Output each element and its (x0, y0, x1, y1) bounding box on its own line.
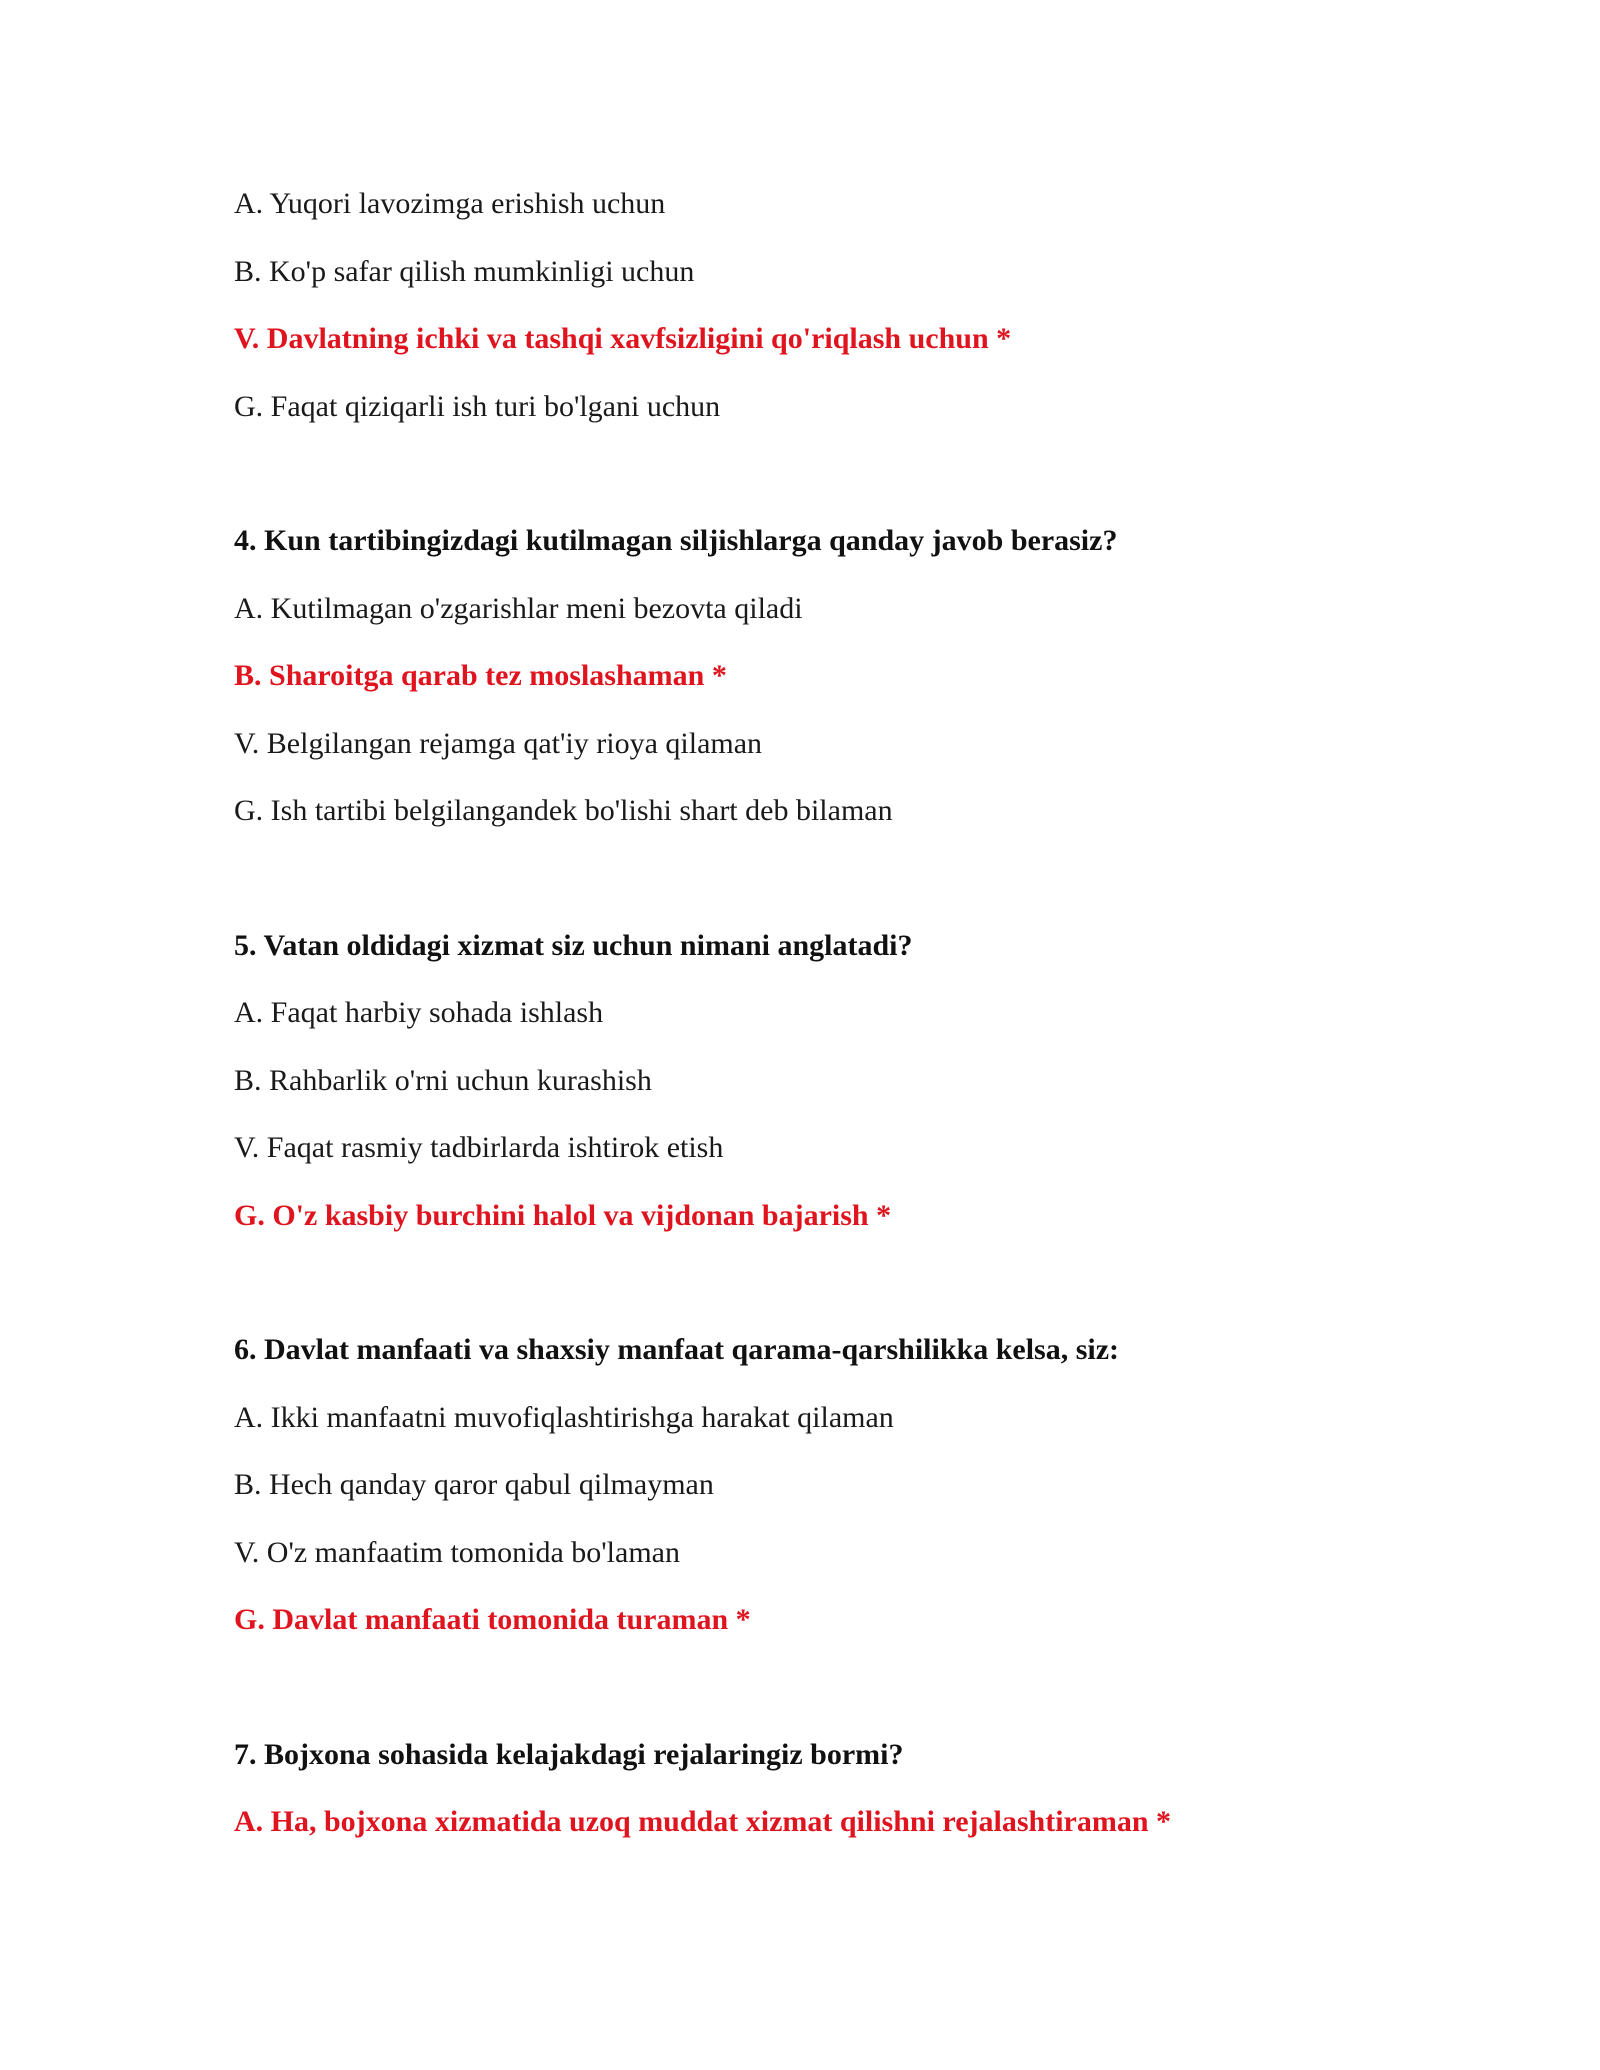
option-7a-correct: A. Ha, bojxona xizmatida uzoq muddat xizmat qilishni rejalashtiraman * (234, 1805, 1172, 1838)
spacer (234, 1265, 1434, 1332)
question-block-7 (234, 1737, 1434, 1841)
option-4b-correct: B. Sharoitga qarab tez moslashaman * (234, 659, 727, 692)
spacer (234, 1670, 1434, 1737)
option-5a: A. Faqat harbiy sohada ishlash (234, 996, 604, 1029)
question-block-6 (234, 1332, 1434, 1638)
spacer (234, 456, 1434, 523)
option-3b: B. Ko'p safar qilish mumkinligi uchun (234, 254, 695, 288)
option-4a: A. Kutilmagan o'zgarishlar meni bezovta qiladi (234, 591, 803, 625)
question-block-3 (234, 186, 1434, 425)
option-6b: B. Hech qanday qaror qabul qilmayman (234, 1468, 714, 1501)
spacer (234, 861, 1434, 928)
option-3a: A. Yuqori lavozimga erishish uchun (234, 187, 666, 220)
option-6g-correct: G. Davlat manfaati tomonida turaman * (234, 1603, 751, 1636)
question-block-4 (234, 523, 1434, 829)
option-3v-correct: V. Davlatning ichki va tashqi xavfsizligini qo'riqlash uchun * (234, 322, 1012, 355)
option-6a: A. Ikki manfaatni muvofiqlashtirishga harakat qilaman (234, 1400, 894, 1434)
question-block-5 (234, 928, 1434, 1234)
option-5b: B. Rahbarlik o'rni uchun kurashish (234, 1063, 652, 1097)
question-6: 6. Davlat manfaati va shaxsiy manfaat qarama-qarshilikka kelsa, siz: (234, 1333, 1120, 1366)
option-4g: G. Ish tartibi belgilangandek bo'lishi shart deb bilaman (234, 794, 893, 827)
option-6v: V. O'z manfaatim tomonida bo'laman (234, 1535, 680, 1569)
option-4v: V. Belgilangan rejamga qat'iy rioya qilaman (234, 726, 763, 760)
option-5g-correct: G. O'z kasbiy burchini halol va vijdonan bajarish * (234, 1198, 892, 1232)
question-7: 7. Bojxona sohasida kelajakdagi rejalaringiz bormi? (234, 1737, 904, 1771)
option-3g: G. Faqat qiziqarli ish turi bo'lgani uchun (234, 389, 721, 423)
option-5v: V. Faqat rasmiy tadbirlarda ishtirok etish (234, 1131, 724, 1164)
quiz-content (234, 186, 1434, 1872)
question-4: 4. Kun tartibingizdagi kutilmagan siljishlarga qanday javob berasiz? (234, 524, 1118, 557)
question-5: 5. Vatan oldidagi xizmat siz uchun nimani anglatadi? (234, 928, 913, 962)
